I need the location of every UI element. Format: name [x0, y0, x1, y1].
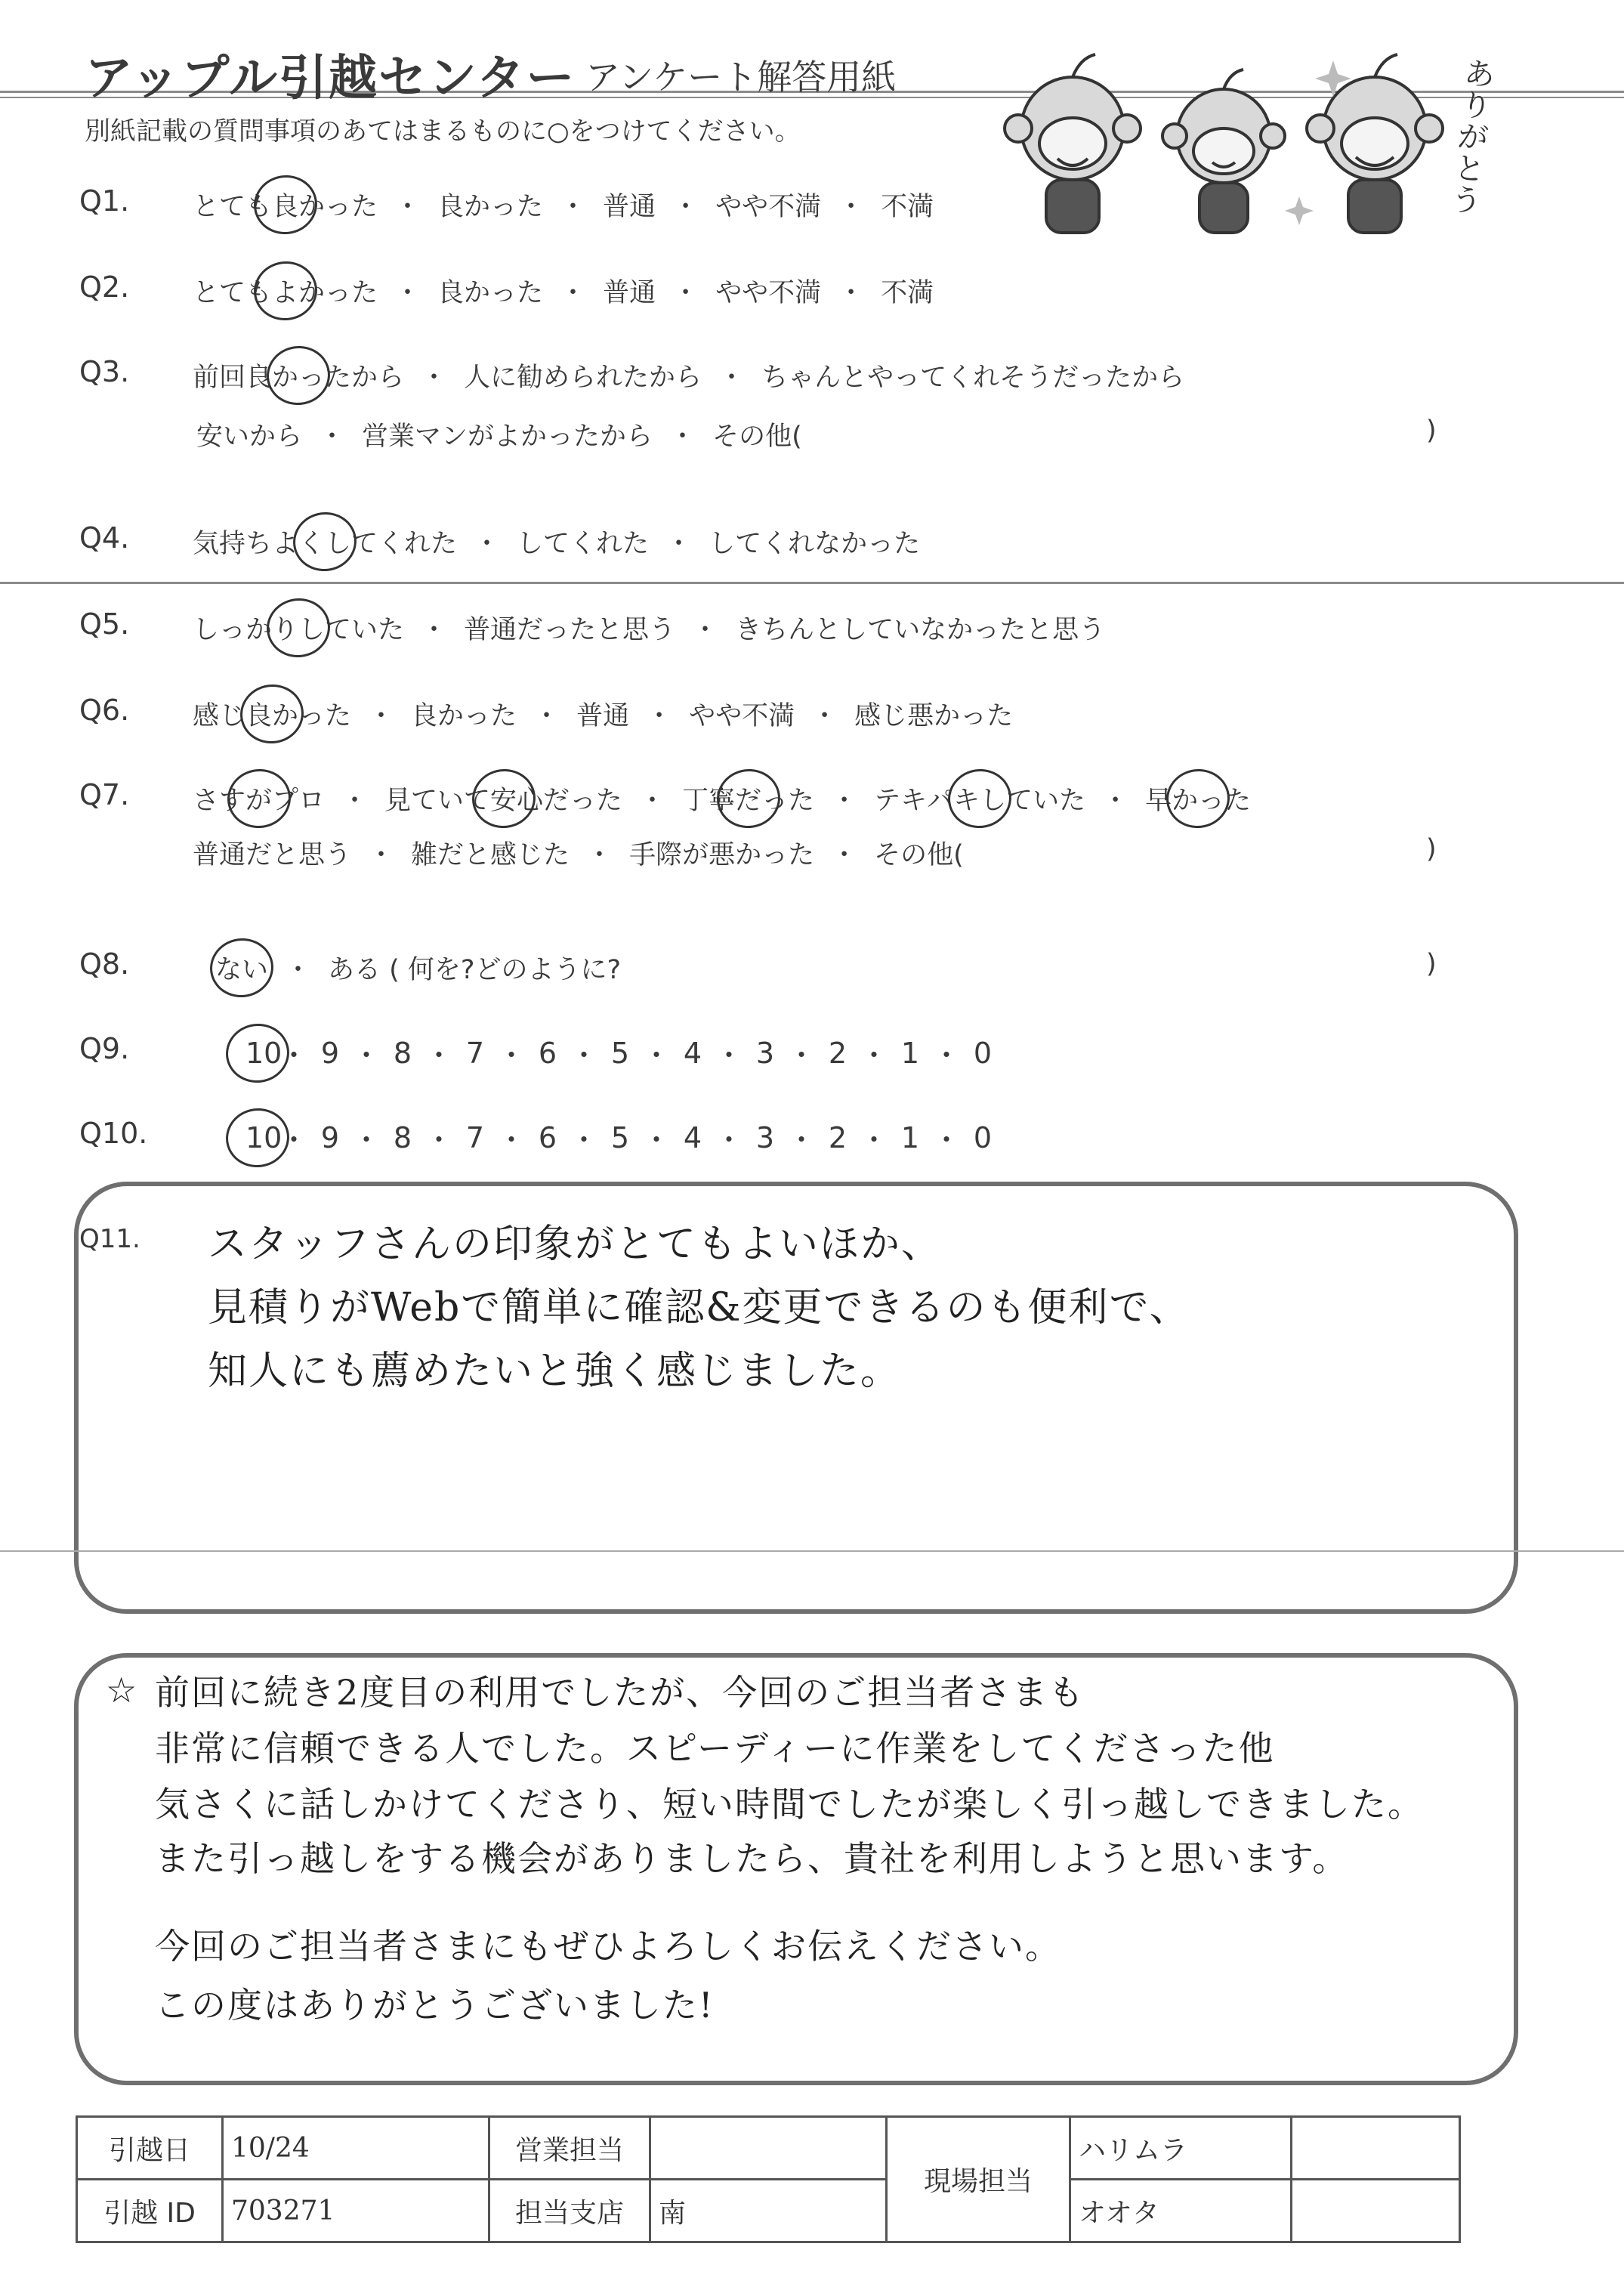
q9-score-7[interactable]: 7: [465, 1036, 485, 1070]
q5-label: Q5.: [79, 607, 130, 641]
field-staff-label: 現場担当: [887, 2117, 1070, 2242]
q6-option-1[interactable]: 感じ良かった: [193, 695, 351, 733]
q7-option-4[interactable]: テキパキしていた: [874, 780, 1085, 817]
q10-score-0[interactable]: 0: [973, 1120, 993, 1154]
move-date-value[interactable]: 10/24: [223, 2117, 489, 2180]
monkey-2: [1162, 70, 1285, 233]
q6-option-4[interactable]: やや不満: [689, 701, 795, 731]
q7-option-6[interactable]: 普通だと思う: [193, 840, 352, 870]
q4-options: 気持ちよくしてくれた ・ してくれた ・ してくれなかった: [193, 523, 920, 561]
q3-option-6[interactable]: その他(: [712, 422, 802, 452]
q2-option-3[interactable]: 普通: [603, 278, 656, 308]
q7-option-2[interactable]: 見ていて安心だった: [384, 780, 622, 817]
monkey-1: [1005, 54, 1141, 233]
q7-option-7[interactable]: 雑だと感じた: [411, 840, 570, 870]
q1-options: とても良かった ・ 良かった ・ 普通 ・ やや不満 ・ 不満: [193, 186, 934, 224]
q2-option-5[interactable]: 不満: [881, 278, 934, 308]
q10-score-6[interactable]: 6: [538, 1120, 557, 1154]
q7-label: Q7.: [79, 778, 130, 811]
sales-label: 営業担当: [489, 2117, 650, 2180]
move-id-label: 引越 ID: [77, 2180, 223, 2242]
q8-label: Q8.: [79, 947, 130, 981]
q9-score-4[interactable]: 4: [683, 1036, 702, 1070]
q3-options-line2: 安いから ・ 営業マンがよかったから ・ その他(: [196, 416, 802, 453]
q7-option-3[interactable]: 丁寧だった: [682, 780, 814, 817]
q7-option-9[interactable]: その他(: [874, 840, 964, 870]
q5-option-1[interactable]: しっかりしていた: [193, 609, 404, 647]
move-id-value[interactable]: 703271: [223, 2180, 489, 2242]
q3-option-5[interactable]: 営業マンがよかったから: [362, 422, 653, 452]
field-staff-extra-2[interactable]: [1292, 2180, 1460, 2242]
q9-score-0[interactable]: 0: [973, 1036, 993, 1070]
q3-option-2[interactable]: 人に勧められたから: [464, 363, 702, 393]
q7-option-1[interactable]: さすがプロ: [193, 780, 325, 817]
q2-option-2[interactable]: 良かった: [437, 278, 544, 308]
q8-options: ない ・ ある ( 何を?どのように?: [215, 949, 621, 987]
q7-close-paren: ): [1426, 834, 1437, 864]
q8-option-2[interactable]: ある ( 何を?どのように?: [328, 955, 622, 985]
q7-option-8[interactable]: 手際が悪かった: [629, 840, 815, 870]
q2-option-4[interactable]: やや不満: [715, 278, 822, 308]
q9-score-10[interactable]: 10: [245, 1036, 283, 1070]
comment-line-6: この度はありがとうございました!: [155, 1985, 715, 2026]
q8-option-1[interactable]: ない: [215, 949, 268, 987]
staff-info-table: [76, 2115, 1461, 2243]
q10-score-10[interactable]: 10: [245, 1120, 283, 1154]
q10-score-7[interactable]: 7: [465, 1120, 485, 1154]
q3-options-line1: 前回良かったから ・ 人に勧められたから ・ ちゃんとやってくれそうだったから: [193, 357, 1184, 394]
q10-score-3[interactable]: 3: [755, 1120, 775, 1154]
q9-score-8[interactable]: 8: [393, 1036, 412, 1070]
q10-score-9[interactable]: 9: [320, 1120, 340, 1154]
q1-option-4[interactable]: やや不満: [715, 192, 822, 222]
q8-close-paren: ): [1426, 949, 1437, 979]
sales-value[interactable]: [650, 2117, 887, 2180]
q5-options: しっかりしていた ・ 普通だったと思う ・ きちんとしていなかったと思う: [193, 609, 1105, 647]
q9-score-3[interactable]: 3: [755, 1036, 775, 1070]
q10-score-5[interactable]: 5: [610, 1120, 630, 1154]
q4-option-2[interactable]: してくれた: [517, 529, 650, 559]
company-title: アップル引越センター: [85, 51, 576, 107]
q3-option-1[interactable]: 前回良かったから: [193, 357, 404, 394]
q6-option-2[interactable]: 良かった: [411, 701, 517, 731]
star-icon: ☆: [106, 1670, 139, 1710]
fold-line: [0, 1550, 1624, 1552]
q11-label: Q11.: [79, 1224, 140, 1254]
instruction-text: 別紙記載の質問事項のあてはまるものに○をつけてください。: [85, 116, 801, 147]
q2-label: Q2.: [79, 270, 130, 304]
q5-option-3[interactable]: きちんとしていなかったと思う: [735, 615, 1106, 645]
q7-options-line2: 普通だと思う ・ 雑だと感じた ・ 手際が悪かった ・ その他(: [193, 834, 964, 872]
q6-option-5[interactable]: 感じ悪かった: [854, 701, 1014, 731]
mascot-arigatou-text: ありがとう: [1449, 55, 1497, 220]
q4-option-1[interactable]: 気持ちよくしてくれた: [193, 523, 457, 561]
branch-value[interactable]: 南: [650, 2180, 887, 2242]
q10-scale: 10 ・ 9 ・ 8 ・ 7 ・ 6 ・ 5 ・ 4 ・ 3 ・ 2 ・ 1 ・ 0: [245, 1117, 995, 1158]
q11-line-3: 知人にも薦めたいと強く感じました。: [208, 1349, 902, 1394]
q3-close-paren: ): [1426, 416, 1437, 446]
form-subtitle: アンケート解答用紙: [585, 57, 897, 97]
q11-line-1: スタッフさんの印象がとてもよいほか、: [208, 1222, 943, 1267]
q3-option-4[interactable]: 安いから: [196, 422, 303, 452]
q5-option-2[interactable]: 普通だったと思う: [464, 615, 676, 645]
move-date-label: 引越日: [77, 2117, 223, 2180]
section-divider: [0, 582, 1624, 584]
q6-options: 感じ良かった ・ 良かった ・ 普通 ・ やや不満 ・ 感じ悪かった: [193, 695, 1013, 733]
q2-options: とてもよかった ・ 良かった ・ 普通 ・ やや不満 ・ 不満: [193, 272, 934, 310]
q4-option-3[interactable]: してくれなかった: [709, 529, 921, 559]
q6-option-3[interactable]: 普通: [576, 701, 630, 731]
q10-label: Q10.: [79, 1117, 148, 1150]
q1-option-5[interactable]: 不満: [881, 192, 934, 222]
q3-option-3[interactable]: ちゃんとやってくれそうだったから: [761, 363, 1185, 393]
q7-option-5[interactable]: 早かった: [1145, 780, 1251, 817]
q7-options-line1: さすがプロ ・ 見ていて安心だった ・ 丁寧だった ・ テキパキしていた ・ 早かった: [193, 780, 1251, 817]
q1-option-3[interactable]: 普通: [603, 192, 656, 222]
comment-line-2: 非常に信頼できる人でした。スピーディーに作業をしてくださった他: [155, 1728, 1275, 1769]
q9-score-9[interactable]: 9: [320, 1036, 340, 1070]
field-staff-extra-1[interactable]: [1292, 2117, 1460, 2180]
q1-option-2[interactable]: 良かった: [437, 192, 544, 222]
branch-label: 担当支店: [489, 2180, 650, 2242]
q2-option-1[interactable]: とてもよかった: [193, 272, 378, 310]
q6-label: Q6.: [79, 694, 130, 727]
q1-label: Q1.: [79, 184, 130, 218]
field-staff-2[interactable]: オオタ: [1070, 2180, 1292, 2242]
q10-score-4[interactable]: 4: [683, 1120, 702, 1154]
comment-line-4: また引っ越しをする機会がありましたら、貴社を利用しようと思います。: [155, 1838, 1349, 1879]
comment-line-1: 前回に続き2度目の利用でしたが、今回のご担当者さまも: [155, 1672, 1085, 1713]
comment-line-5: 今回のご担当者さまにもぜひよろしくお伝えください。: [155, 1926, 1061, 1967]
field-staff-1[interactable]: ハリムラ: [1070, 2117, 1292, 2180]
q9-score-5[interactable]: 5: [610, 1036, 630, 1070]
q4-label: Q4.: [79, 521, 130, 555]
q10-score-8[interactable]: 8: [393, 1120, 412, 1154]
q11-line-2: 見積りがWebで簡単に確認&変更できるのも便利で、: [208, 1285, 1190, 1330]
q9-scale: 10 ・ 9 ・ 8 ・ 7 ・ 6 ・ 5 ・ 4 ・ 3 ・ 2 ・ 1 ・ 0: [245, 1032, 995, 1074]
q10-score-1[interactable]: 1: [900, 1120, 920, 1154]
q3-label: Q3.: [79, 355, 130, 388]
q10-score-2[interactable]: 2: [828, 1120, 848, 1154]
comment-line-3: 気さくに話しかけてくださり、短い時間でしたが楽しく引っ越しできました。: [155, 1784, 1424, 1825]
mascot-illustration: [982, 45, 1450, 242]
q9-score-6[interactable]: 6: [538, 1036, 557, 1070]
q9-label: Q9.: [79, 1032, 130, 1065]
q9-score-1[interactable]: 1: [900, 1036, 920, 1070]
q9-score-2[interactable]: 2: [828, 1036, 848, 1070]
q1-option-1[interactable]: とても良かった: [193, 186, 378, 224]
